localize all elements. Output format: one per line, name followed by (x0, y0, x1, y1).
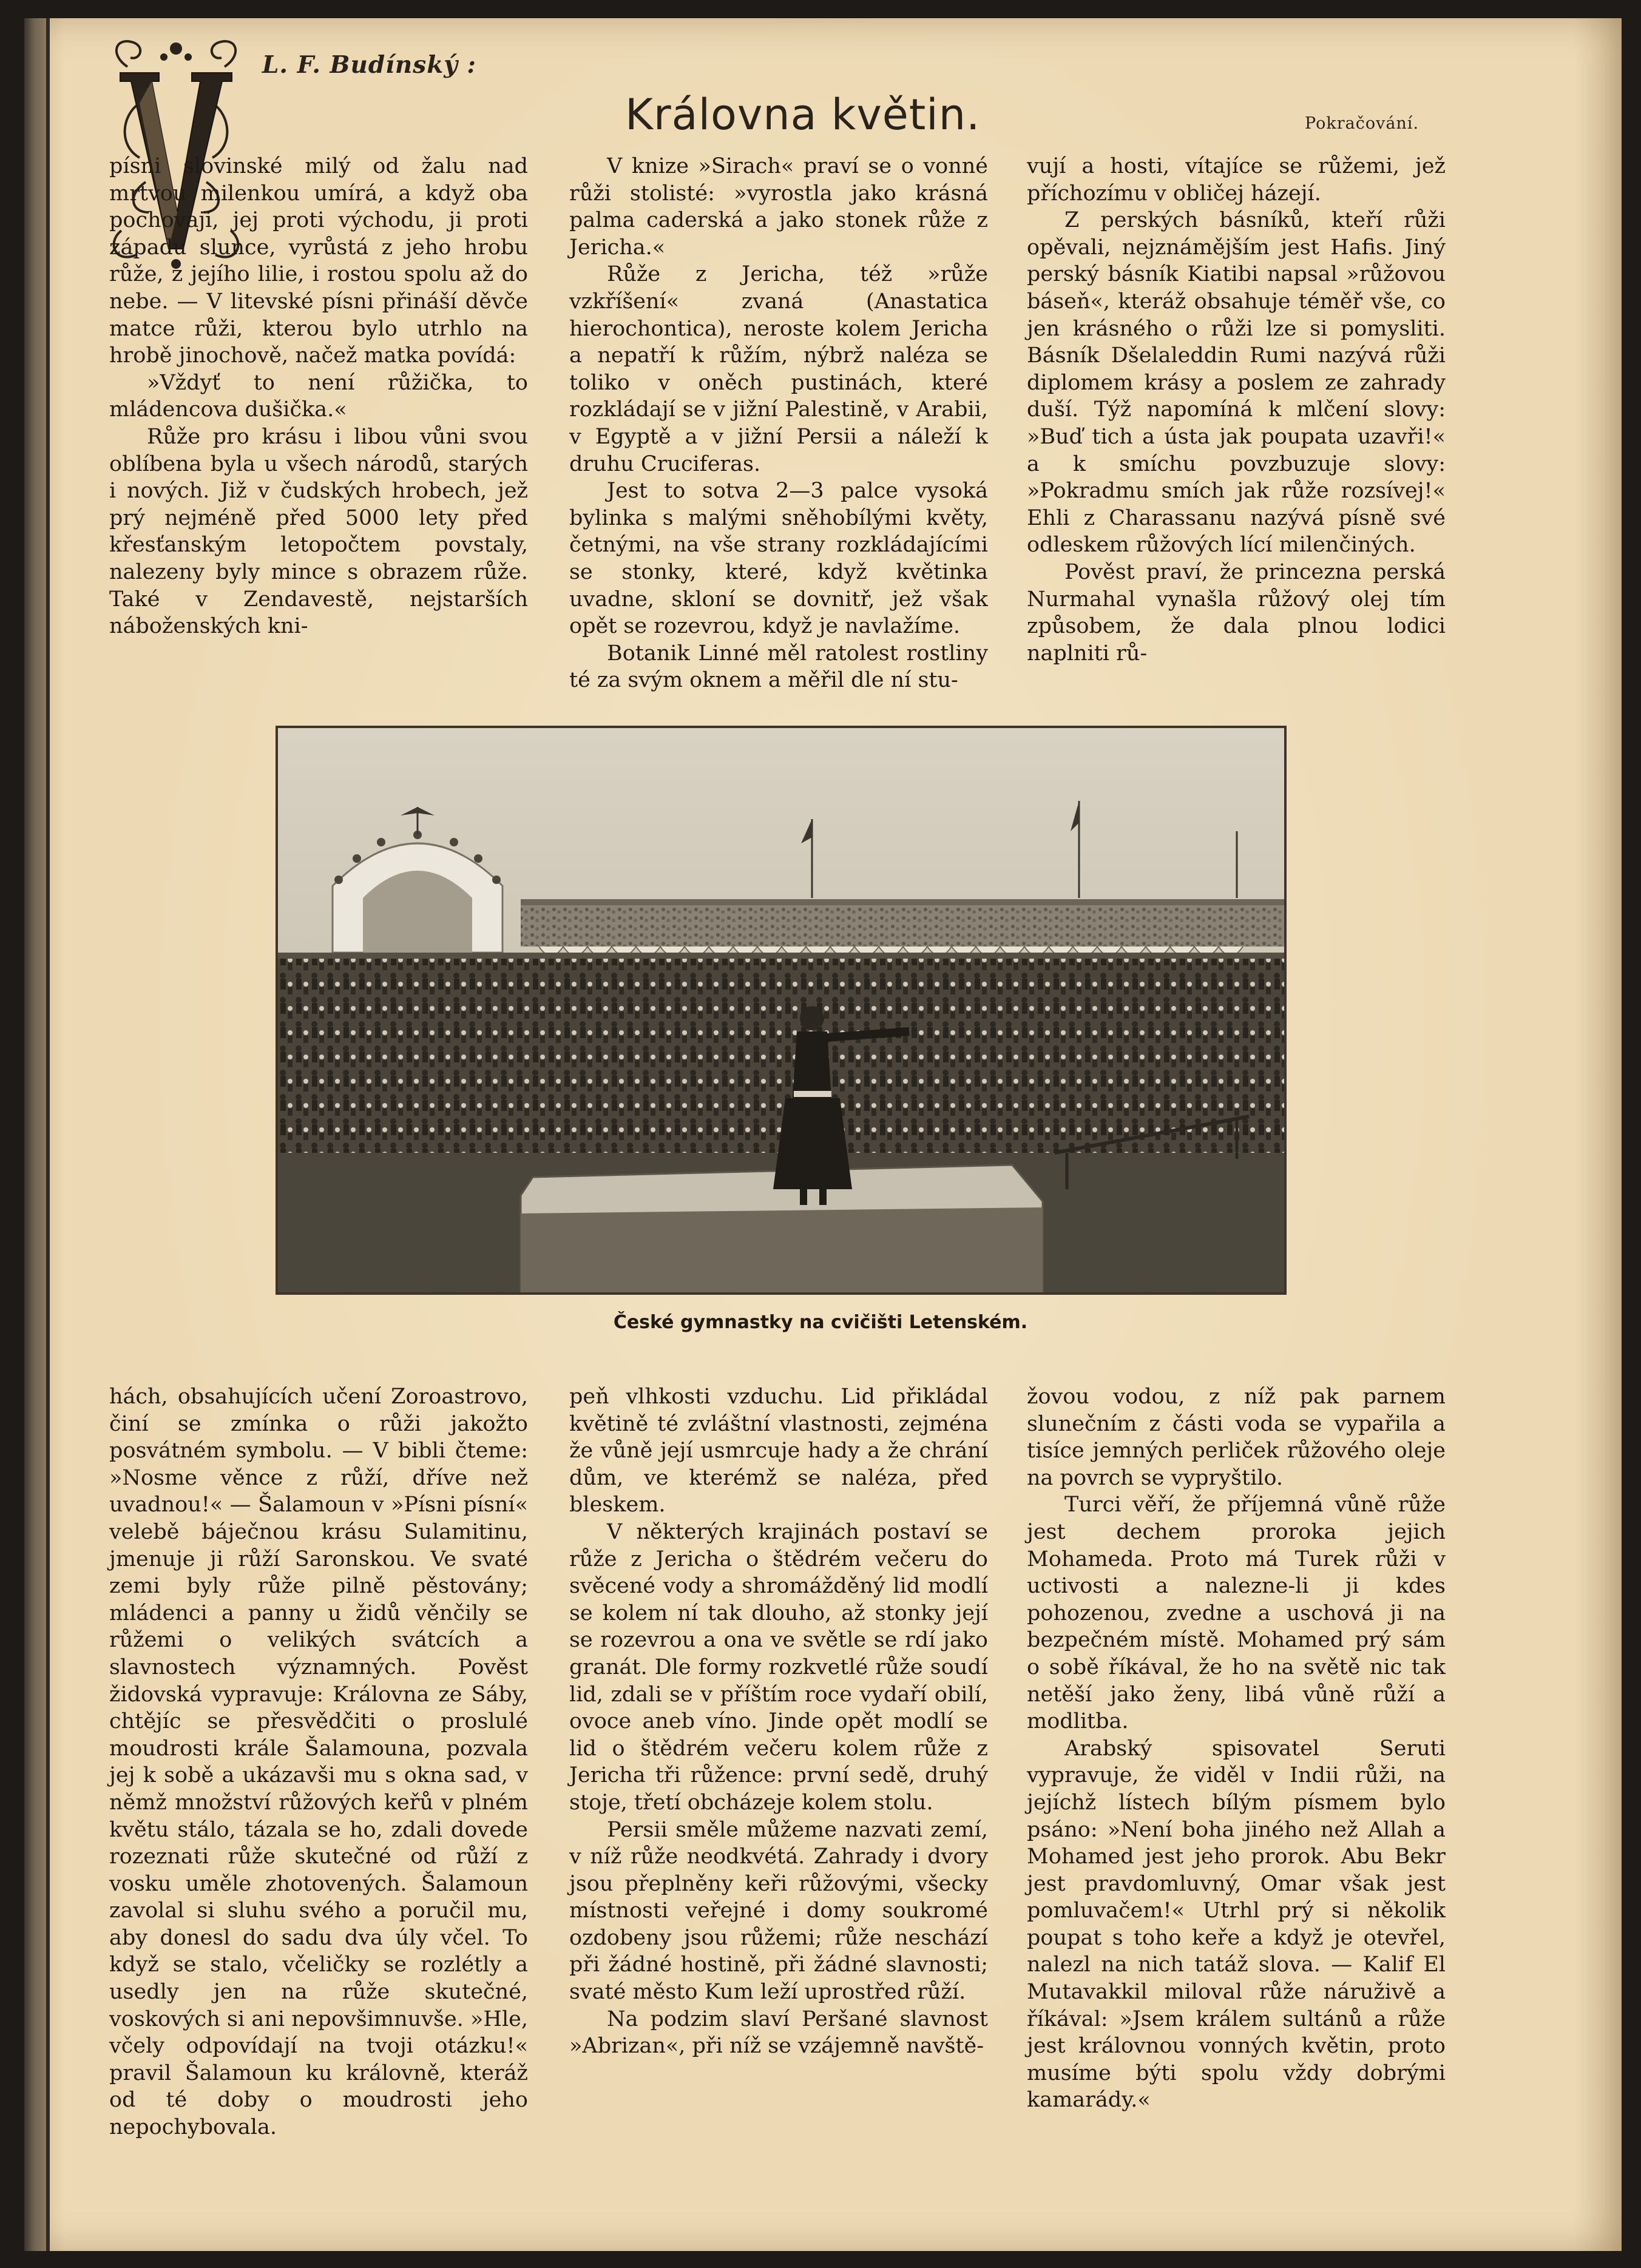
paragraph: Persii směle můžeme nazvati zemí, v níž růže neodkvétá. Zahrady i dvory jsou přeplněny keři růžovými, všecky místnosti veřejné i domy soukromé ozdobeny jsou růžemi; růže neschází při žádné hostině, při žádné slavnosti; svaté město Kum leží uprostřed růží. (569, 1817, 988, 2005)
book-binding (24, 18, 46, 2251)
paragraph: Jest to sotva 2—3 palce vysoká bylinka s malými sněhobílými květy, četnými, na vše strany rozkládajícími se stonky, které, když květinka uvadne, skloní se dovnitř, jež však opět se rozevrou, když je navlažíme. (569, 479, 988, 639)
binding-edge (46, 18, 50, 2251)
paragraph: V knize »Sirach« praví se o vonné růži stolisté: »vyrostla jako krásná palma caderská a jako stonek růže z Jericha.« (569, 154, 988, 260)
paragraph: písni slovinské milý od žalu nad mrtvou milenkou umírá, a když oba pochovají, jej proti východu, ji proti západu slunce, vyrůstá z jeho hrobu růže, z jejího lilie, i rostou spolu až do nebe. — V litevské písni přináší děvče matce růži, kterou bylo utrhlo na hrobě jinochově, načež matka povídá: (109, 154, 528, 368)
paragraph: Turci věří, že příjemná vůně růže jest dechem proroka jejich Mohameda. Proto má Turek růži v uctivosti a nalezne-li ji kdes pohozenou, zvedne a uschová ji na bezpečném místě. Mohamed prý sám o sobě říkával, že ho na světě nic tak netěší jako ženy, libá vůně růží a modlitba. (1027, 1493, 1446, 1734)
paragraph: »Vždyť to není růžička, to mládencova dušička.« (109, 370, 528, 422)
bottom-column-3 (1027, 1383, 1446, 2114)
continuation-note: Pokračování. (1305, 114, 1419, 133)
article-title: Královna květin. (625, 90, 981, 140)
paragraph: hách, obsahujících učení Zoroastrovo, činí se zmínka o růži jakožto posvátném symbolu. — V bibli čteme: »Nosme věnce z růží, dříve než uvadnou!« — Šalamoun v »Písni písní« velebě báječnou krásu Sulamitinu, jmenuje ji růží Saronskou. Ve svaté zemi byly růže pilně pěstovány; mládenci a panny u židů věnčily se růžemi o velikých svátcích a slavnostech významných. Pověst židovská vypravuje: Královna ze Sáby, chtějíc se přesvědčiti o proslulé moudrosti krále Šalamouna, pozvala jej k sobě a ukázavši mu s okna sad, v němž množství růžových keřů v plném květu stálo, tázala se ho, zdali dovede rozeznati růže skutečné od růží z vosku uměle zhotovených. Šalamoun zavolal si sluhu svého a poručil mu, aby donesl do sadu dva úly včel. To když se stalo, včeličky se rozlétly a usedly jen na růže skutečné, voskových si ani nepovšimnuvše. »Hle, včely odpovídají na tvoji otázku!« pravil Šalamoun ku královně, kteráž od té doby o moudrosti jeho nepochybovala. (109, 1385, 528, 2140)
paragraph: Z perských básníků, kteří růži opěvali, nejznámějším jest Hafis. Jiný perský básník Kiatibi napsal »růžovou báseň«, kteráž obsahuje téměř vše, co jen krásného o růži lze si pomysliti. Básník Dšelaleddin Rumi nazývá růži diplomem krásy a poslem ze zahrady duší. Týž napomíná k mlčení slovy: »Buď tich a ústa jak poupata uzavři!« a k smíchu povzbuzuje slovy: »Pokradmu smích jak růže rozsívej!« Ehli z Charassanu nazývá písně své odleskem růžových lící milenčiných. (1027, 208, 1446, 558)
paragraph: Na podzim slaví Peršané slavnost »Abrizan«, při níž se vzájemně navště- (569, 2006, 988, 2059)
top-column-3 (1027, 153, 1446, 667)
paragraph: V některých krajinách postaví se růže z Jericha o štědrém večeru do svěcené vody a shromážděný lid modlí se kolem ní tak dlouho, až stonky její se rozevrou a ona ve světle se rdí jako granát. Dle formy rozkvetlé růže soudí lid, zdali se v příštím roce vydaří obilí, ovoce aneb víno. Jinde opět modlí se lid o štědrém večeru kolem růže z Jericha tři růžence: první sedě, druhý stoje, třetí obcházeje kolem stolu. (569, 1519, 988, 1815)
photograph-gymnasts (276, 726, 1287, 1295)
paragraph: Botanik Linné měl ratolest rostliny té za svým oknem a měřil dle ní stu- (569, 641, 988, 693)
top-column-1 (109, 153, 528, 640)
paragraph: Pověst praví, že princezna perská Nurmahal vynašla růžový olej tím způsobem, že dala plnou lodici naplniti rů- (1027, 559, 1446, 666)
paragraph: Růže z Jericha, též »růže vzkříšení« zvaná (Anastatica hierochontica), neroste kolem Jericha a nepatří k růžím, nýbrž naléza se toliko v oněch pustinách, které rozkládají se v jižní Palestině, v Arabii, v Egyptě a v jižní Persii a náleží k druhu Cruciferas. (569, 262, 988, 476)
photo-illustration (278, 728, 1284, 1292)
bottom-column-2 (569, 1383, 988, 2060)
paragraph: vují a hosti, vítajíce se růžemi, jež příchozímu v obličej házejí. (1027, 154, 1446, 206)
photo-caption: České gymnastky na cvičišti Letenském. (613, 1312, 1028, 1333)
bottom-column-1 (109, 1383, 528, 2141)
paragraph: žovou vodou, z níž pak parnem slunečním z části voda se vypařila a tisíce jemných perliček růžového oleje na povrch se vypryštilo. (1027, 1385, 1446, 1490)
paragraph: Arabský spisovatel Seruti vypravuje, že viděl v Indii růži, na jejíchž lístech bílým písmem bylo psáno: »Není boha jiného než Allah a Mohamed jest jeho prorok. Abu Bekr jest pravdomluvný, Omar však jest pomluvačem!« Utrhl prý si několik poupat s toho keře a když je otevřel, nalezl na nich tatáž slova. — Kalif El Mutavakkil miloval růže náruživě a říkával: »Jsem králem sultánů a růže jest královnou vonných květin, proto musíme býti spolu vždy dobrými kamarády.« (1027, 1736, 1446, 2113)
paragraph: peň vlhkosti vzduchu. Lid přikládal květině té zvláštní vlastnosti, zejména že vůně její usmrcuje hady a že chrání dům, ve kterémž se naléza, před bleskem. (569, 1385, 988, 1517)
paragraph: Růže pro krásu i libou vůni svou oblíbena byla u všech národů, starých i nových. Již v čudských hrobech, jež prý nejméně před 5000 lety před křesťanským letopočtem povstaly, nalezeny byly mince s obrazem růže. Také v Zendavestě, nejstarších náboženských kni- (109, 424, 528, 639)
top-column-2 (569, 153, 988, 694)
author-name: L. F. Budínský : (262, 51, 476, 79)
page-edge-mark (1425, 4, 1474, 8)
